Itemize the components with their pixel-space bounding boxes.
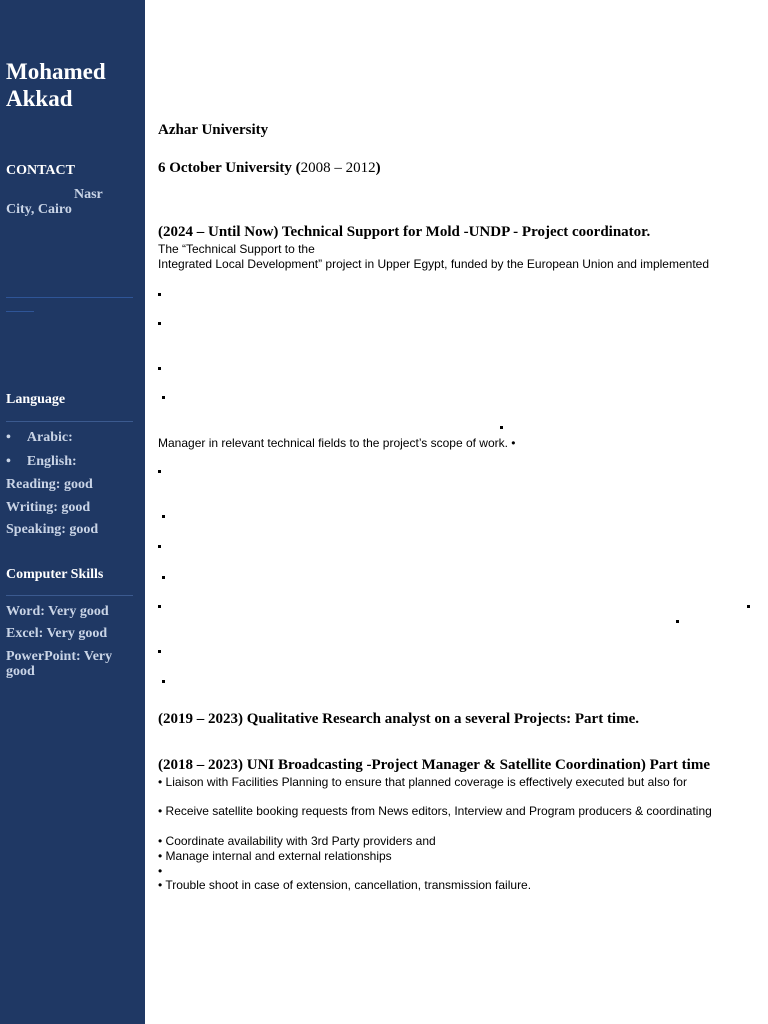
education-october xyxy=(158,160,381,177)
job1-desc-line2: Integrated Local Development” project in Upper Egypt, funded by the European Union and implemented xyxy=(158,257,710,271)
job3-bullet-5: • xyxy=(158,864,163,878)
computer-skills-heading: Computer Skills xyxy=(6,567,104,582)
job3-bullet-4: • Manage internal and external relationships xyxy=(158,849,392,863)
job1-title: (2024 – Until Now) Technical Support for Mold -UNDP - Project coordinator. xyxy=(158,224,651,240)
job3-bullet-1: • Liaison with Facilities Planning to ensure that planned coverage is effectively executed but also for xyxy=(158,775,687,789)
bullet-dot xyxy=(162,576,165,579)
bullet-dot xyxy=(162,396,165,399)
reading-level: Reading: good xyxy=(6,477,93,492)
bullet-dot xyxy=(500,426,503,429)
bullet: • xyxy=(6,454,11,469)
skills-divider xyxy=(6,595,133,596)
writing-level: Writing: good xyxy=(6,500,91,515)
job1-manager-line: Manager in relevant technical fields to the project’s scope of work. • xyxy=(158,436,516,450)
job3-bullet-3: • Coordinate availability with 3rd Party providers and xyxy=(158,834,436,848)
language-item-english xyxy=(6,454,77,469)
bullet-dot xyxy=(747,605,750,608)
profile-name xyxy=(6,58,106,112)
bullet-dot xyxy=(158,322,161,325)
language-label: English: xyxy=(26,454,77,469)
bullet-dot xyxy=(158,545,161,548)
skill-powerpoint-cont: good xyxy=(6,664,35,679)
education-azhar: Azhar University xyxy=(158,122,269,138)
bullet-dot xyxy=(158,650,161,653)
speaking-level: Speaking: good xyxy=(6,522,99,537)
name-line-1: Mohamed xyxy=(6,59,106,84)
skill-word: Word: Very good xyxy=(6,604,109,619)
bullet-dot xyxy=(158,367,161,370)
job1-desc-line1: The “Technical Support to the xyxy=(158,242,315,256)
bullet-dot xyxy=(162,515,165,518)
contact-divider-short xyxy=(6,311,34,312)
education-suffix: ) xyxy=(375,160,381,176)
language-item-arabic xyxy=(6,430,73,445)
education-years: 2008 – 2012 xyxy=(300,160,376,176)
skill-powerpoint: PowerPoint: Very xyxy=(6,649,113,664)
bullet-dot xyxy=(158,605,161,608)
bullet-dot xyxy=(158,470,161,473)
address-part-2: City, Cairo xyxy=(6,202,72,217)
education-school: 6 October University ( xyxy=(158,160,301,176)
name-line-2: Akkad xyxy=(6,86,73,111)
job3-title: (2018 – 2023) UNI Broadcasting -Project Manager & Satellite Coordination) Part time xyxy=(158,757,710,773)
address-part-1: Nasr xyxy=(74,187,103,202)
job2-title: (2019 – 2023) Qualitative Research analyst on a several Projects: Part time. xyxy=(158,711,640,727)
contact-heading: CONTACT xyxy=(6,163,75,178)
bullet: • xyxy=(6,430,11,445)
contact-divider xyxy=(6,297,133,298)
job3-bullet-2: • Receive satellite booking requests from News editors, Interview and Program producers & coordinating xyxy=(158,804,712,818)
bullet-dot xyxy=(162,680,165,683)
bullet-dot xyxy=(676,620,679,623)
skill-excel: Excel: Very good xyxy=(6,626,108,641)
bullet-dot xyxy=(158,293,161,296)
language-label: Arabic: xyxy=(26,430,73,445)
job3-bullet-6: • Trouble shoot in case of extension, cancellation, transmission failure. xyxy=(158,878,532,892)
language-heading: Language xyxy=(6,392,66,407)
language-divider xyxy=(6,421,133,422)
